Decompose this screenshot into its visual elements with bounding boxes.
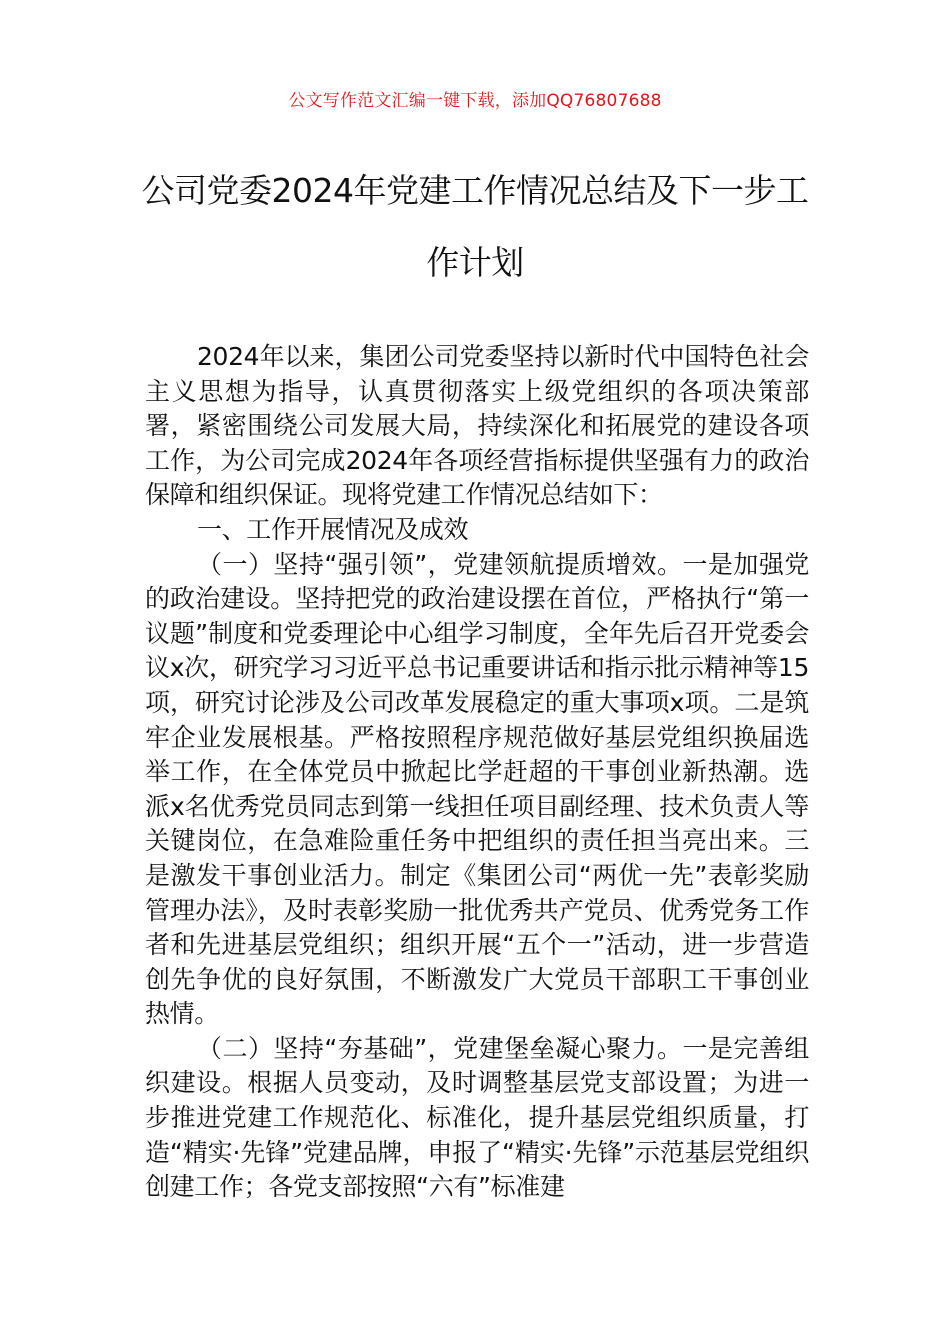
subsection-paragraph-2: （二）坚持“夯基础”，党建堡垒凝心聚力。一是完善组织建设。根据人员变动，及时调整基层党支部设置；为进一步推进党建工作规范化、标准化，提升基层党组织质量，打造“精实·先锋”党建品牌，申报了“精实·先锋”示范基层党组织创建工作；各党支部按照“六有”标准建	[145, 1033, 809, 1202]
document-body	[145, 340, 809, 1205]
download-promo-note: 公文写作范文汇编一键下载，添加QQ76807688	[288, 91, 662, 111]
section-heading-1: 一、工作开展情况及成效	[197, 514, 469, 544]
document-title: 公司党委2024年党建工作情况总结及下一步工作计划	[141, 171, 809, 282]
subsection-paragraph-1: （一）坚持“强引领”，党建领航提质增效。一是加强党的政治建设。坚持把党的政治建设摆在首位，严格执行“第一议题”制度和党委理论中心组学习制度，全年先后召开党委会议x次，研究学习习近平总书记重要讲话和指示批示精神等15项，研究讨论涉及公司改革发展稳定的重大事项x项。二是筑牢企业发展根基。严格按照程序规范做好基层党组织换届选举工作，在全体党员中掀起比学赶超的干事创业新热潮。选派x名优秀党员同志到第一线担任项目副经理、技术负责人等关键岗位，在急难险重任务中把组织的责任担当亮出来。三是激发干事创业活力。制定《集团公司“两优一先”表彰奖励管理办法》，及时表彰奖励一批优秀共产党员、优秀党务工作者和先进基层党组织；组织开展“五个一”活动，进一步营造创先争优的良好氛围，不断激发广大党员干部职工干事创业热情。	[145, 549, 809, 1029]
intro-paragraph: 2024年以来，集团公司党委坚持以新时代中国特色社会主义思想为指导，认真贯彻落实上级党组织的各项决策部署，紧密围绕公司发展大局，持续深化和拓展党的建设各项工作，为公司完成2024年各项经营指标提供坚强有力的政治保障和组织保证。现将党建工作情况总结如下：	[145, 342, 809, 510]
